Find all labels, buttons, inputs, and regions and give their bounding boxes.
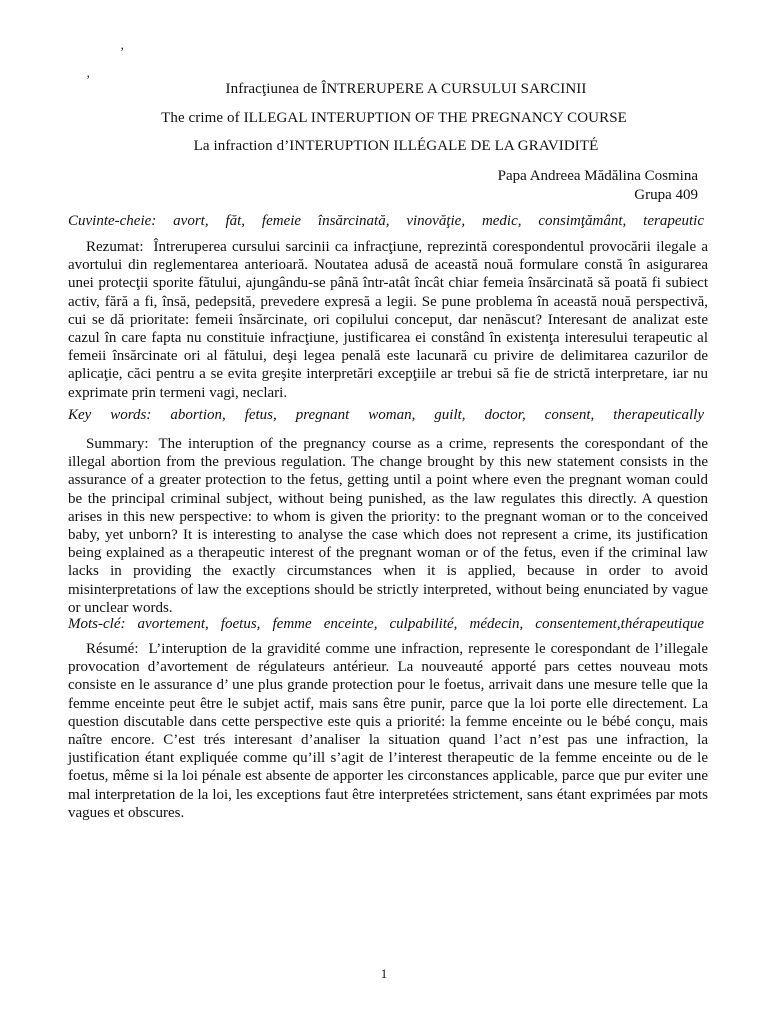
author-group: Grupa 409 [634,187,698,203]
keywords-french: Mots-clé: avortement, foetus, femme enceinte, culpabilité, médecin, consentement,thérapeutique [68,616,704,632]
abstract-french [68,640,708,822]
title-english: The crime of ILLEGAL INTERUPTION OF THE PREGNANCY COURSE [161,110,627,126]
keywords-romanian: Cuvinte-cheie: avort, făt, femeie însărcinată, vinovăţie, medic, consimţământ, terapeutic [68,213,704,229]
abstract-english [68,435,708,617]
abstract-lead-label: Rezumat: [86,239,144,255]
scan-mark: ʼ [86,72,91,87]
scan-mark: ʼ [120,44,125,59]
author-name: Papa Andreea Mădălina Cosmina [497,168,698,184]
abstract-text: L’interuption de la gravidité comme une infraction, represente le corespondant de l’illegale provocation d’avortement de régulateurs antérieur. La nouveauté apporté pars cettes nouveau mots consiste en le assurance d’ une plus grande protection pour le foetus, arrivait dans une mesure telle que la femme enceinte peut être le subjet actif, mais sans être punir, parce que la loi porte elle directement. La question discutable dans cette perspective este quis a priorité: la femme enceinte ou le bébé conçu, mais naître encore. C’est trés interesant d’analiser la situation quand l’act n’est pas une infraction, la justification étant expliquée comme qu’ill s’agit de l’interest therapeutic de la femme enceinte ou de le foetus, même si la loi pénale est absente de apporter les circonstances applicable, parce que pur eviter une mal interpretation de la loi, les exceptions faut être interpretées strictement, sans étant exprimées par mots vagues et obscures. [68,641,708,821]
abstract-text: Întreruperea cursului sarcinii ca infracţiune, reprezintă corespondentul provocării ilegale a avortului din reglementarea anterioară. Noutatea adusă de această nouă formulare constă în asigurarea unei protecţii sporite fătului, ajungându-se până într-atât încât chiar femeia însărcinată să poată fi subiect activ, fără a fi, însă, pedepsită, prevedere expresă a legii. Se pune problema în această nouă perspectivă, cui se dă prioritate: femeii însărcinate, ori copilului conceput, dar nenăscut? Interesant de analizat este cazul în care fapta nu constituie infracţiune, justificarea ei constând în existenţa interesului terapeutic al femeii însărcinate ori al fătului, deşi legea penală este lacunară cu privire de delimitarea cazurilor de aplicaţie, căci pentru a se evita greşite interpretări excepţiile ar trebui să fie de strictă interpretare, iar nu exprimate prin termeni vagi, neclari. [68,239,708,401]
page-number: 1 [380,966,388,981]
abstract-text: The interuption of the pregnancy course as a crime, represents the corespondant of the illegal abortion from the previous regulation. The change brought by this new statement consists in the assurance of a greater protection to the fetus, getting until a point where even the pregnant woman could be the principal criminal subject, without being punished, as the law regulates this directly. A question arises in this new perspective: to whom is given the priority: to the pregnant woman or to the conceived baby, yet unborn? It is interesting to analyse the case which does not represent a crime, its justification being explained as a therapeutic interest of the pregnant woman or of the fetus, even if the criminal law lacks in providing the exactly circumstances when it is applied, because in order to avoid misinterpretations of law the exceptions should be strictly interpreted, without being enunciated by vague or unclear words. [68,436,708,616]
abstract-lead-label: Summary: [86,436,149,452]
abstract-lead-label: Résumé: [86,641,139,657]
keywords-english: Key words: abortion, fetus, pregnant woman, guilt, doctor, consent, therapeutically [68,407,704,423]
title-french: La infraction d’INTERUPTION ILLÉGALE DE LA GRAVIDITÉ [193,138,599,154]
title-romanian: Infracţiunea de ÎNTRERUPERE A CURSULUI SARCINII [225,81,587,97]
abstract-romanian [68,238,708,402]
